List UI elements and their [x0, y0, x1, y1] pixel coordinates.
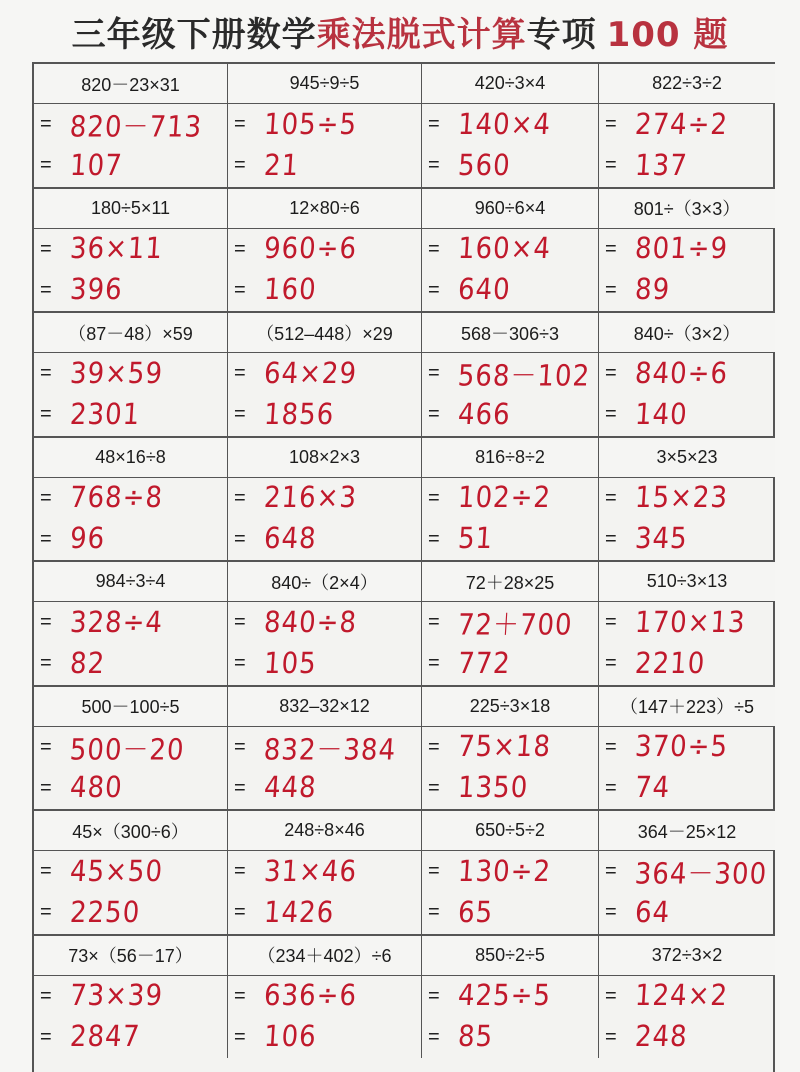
handwritten-answer: 2250: [68, 895, 142, 930]
problem-question: 72＋28×25: [422, 562, 598, 602]
problem-cell: [422, 560, 599, 685]
equals-sign: =: [605, 776, 617, 799]
problem-cell: [34, 187, 228, 312]
title-topic: 乘法脱式计算: [316, 14, 527, 55]
equals-sign: =: [428, 776, 440, 799]
equals-sign: =: [234, 527, 246, 550]
step-line: [599, 229, 775, 270]
handwritten-step: 73×39: [68, 979, 165, 1013]
problem-cell: [422, 436, 599, 561]
handwritten-answer: 396: [68, 273, 124, 307]
handwritten-step: 45×50: [68, 854, 165, 889]
answer-line: [228, 892, 421, 933]
handwritten-answer: 2301: [68, 397, 142, 432]
equals-sign: =: [605, 984, 617, 1007]
step-line: [422, 976, 598, 1017]
handwritten-answer: 51: [456, 522, 495, 556]
handwritten-step: 31×46: [262, 854, 359, 889]
equals-sign: =: [428, 527, 440, 550]
step-line: [599, 602, 775, 643]
handwritten-answer: 480: [68, 771, 124, 805]
problem-cell: [599, 560, 775, 685]
problem-cell: [228, 436, 422, 561]
problem-question: 73×（56－17）: [34, 936, 227, 976]
answer-line: [422, 1017, 598, 1058]
handwritten-step: 170×13: [633, 605, 747, 640]
handwritten-answer: 1350: [456, 771, 530, 805]
step-line: [422, 229, 598, 270]
equals-sign: =: [40, 403, 52, 425]
equals-sign: =: [428, 984, 440, 1007]
step-line: [34, 976, 227, 1017]
step-line: [228, 976, 421, 1017]
answer-line: [34, 1017, 227, 1058]
step-line: [34, 602, 227, 643]
problem-question: （147＋223）÷5: [599, 687, 775, 727]
equals-sign: =: [40, 652, 52, 674]
problem-cell: [228, 809, 422, 934]
problem-question: 801÷（3×3）: [599, 189, 775, 229]
handwritten-answer: 648: [262, 522, 318, 556]
equals-sign: =: [40, 735, 52, 758]
equals-sign: =: [428, 735, 440, 758]
equals-sign: =: [605, 486, 617, 509]
equals-sign: =: [234, 652, 246, 674]
equals-sign: =: [234, 237, 246, 260]
equals-sign: =: [234, 735, 246, 758]
step-line: [228, 602, 421, 643]
handwritten-answer: 345: [633, 522, 689, 556]
equals-sign: =: [234, 776, 246, 799]
handwritten-step: 370÷5: [633, 730, 730, 764]
problem-cell: [34, 311, 228, 436]
handwritten-answer: 772: [456, 646, 512, 681]
problem-question: 820－23×31: [34, 64, 227, 104]
handwritten-answer: 560: [456, 148, 512, 183]
equals-sign: =: [428, 362, 440, 384]
step-line: [228, 727, 421, 768]
problem-cell: [422, 62, 599, 187]
step-line: [422, 478, 598, 519]
answer-line: [422, 519, 598, 560]
equals-sign: =: [605, 527, 617, 550]
answer-line: [228, 394, 421, 435]
handwritten-answer: 89: [633, 273, 672, 307]
step-line: [599, 478, 775, 519]
handwritten-step: 130÷2: [456, 854, 553, 889]
answer-line: [228, 768, 421, 809]
answer-line: [34, 892, 227, 933]
equals-sign: =: [234, 860, 246, 882]
problem-question: 960÷6×4: [422, 189, 598, 229]
equals-sign: =: [40, 1025, 52, 1048]
handwritten-answer: 21: [262, 148, 301, 183]
answer-line: [422, 643, 598, 684]
handwritten-answer: 2210: [633, 646, 707, 681]
handwritten-step: 216×3: [262, 481, 359, 515]
problem-question: （234＋402）÷6: [228, 936, 421, 976]
problem-cell: [34, 685, 228, 810]
answer-line: [599, 643, 775, 684]
problem-cell: [599, 436, 775, 561]
equals-sign: =: [428, 113, 440, 135]
problem-cell: [599, 311, 775, 436]
problem-question: 180÷5×11: [34, 189, 227, 229]
problem-question: 832–32×12: [228, 687, 421, 727]
answer-line: [422, 394, 598, 435]
problem-cell: [228, 685, 422, 810]
handwritten-answer: 107: [68, 148, 124, 183]
handwritten-step: 36×11: [68, 232, 165, 266]
equals-sign: =: [605, 278, 617, 301]
equals-sign: =: [40, 527, 52, 550]
step-line: [599, 353, 775, 394]
handwritten-step: 274÷2: [633, 107, 730, 142]
problem-question: 822÷3÷2: [599, 64, 775, 104]
equals-sign: =: [40, 984, 52, 1007]
handwritten-step: 124×2: [633, 979, 730, 1013]
step-line: [228, 478, 421, 519]
equals-sign: =: [428, 611, 440, 633]
problem-cell: [34, 62, 228, 187]
equals-sign: =: [605, 113, 617, 135]
handwritten-step: 820－713: [68, 110, 204, 145]
equals-sign: =: [40, 611, 52, 633]
handwritten-step: 102÷2: [456, 481, 553, 515]
problem-cell: [228, 62, 422, 187]
equals-sign: =: [234, 984, 246, 1007]
equals-sign: =: [40, 901, 52, 923]
step-line: [34, 727, 227, 768]
problem-cell: [34, 560, 228, 685]
handwritten-step: 140×4: [456, 107, 553, 142]
equals-sign: =: [234, 901, 246, 923]
step-line: [228, 851, 421, 892]
title-special: 专项: [526, 14, 597, 55]
equals-sign: =: [428, 237, 440, 260]
handwritten-answer: 160: [262, 273, 318, 307]
step-line: [422, 727, 598, 768]
answer-line: [599, 768, 775, 809]
step-line: [599, 851, 775, 892]
equals-sign: =: [428, 154, 440, 176]
step-line: [422, 602, 598, 643]
answer-line: [599, 145, 775, 186]
handwritten-step: 840÷6: [633, 356, 730, 391]
problem-question: 510÷3×13: [599, 562, 775, 602]
handwritten-answer: 137: [633, 148, 689, 183]
problem-question: 840÷（2×4）: [228, 562, 421, 602]
problem-cell: [228, 934, 422, 1059]
problem-question: 225÷3×18: [422, 687, 598, 727]
problem-question: 568－306÷3: [422, 313, 598, 353]
handwritten-answer: 1426: [262, 895, 336, 930]
answer-line: [34, 643, 227, 684]
title-count: 100 题: [606, 14, 729, 55]
problem-cell: [228, 187, 422, 312]
answer-line: [228, 270, 421, 311]
handwritten-step: 425÷5: [456, 979, 553, 1013]
handwritten-answer: 64: [633, 895, 672, 930]
handwritten-step: 840÷8: [262, 605, 359, 640]
problem-question: 364－25×12: [599, 811, 775, 851]
step-line: [34, 478, 227, 519]
equals-sign: =: [40, 860, 52, 882]
answer-line: [422, 145, 598, 186]
handwritten-step: 39×59: [68, 356, 165, 391]
equals-sign: =: [605, 901, 617, 923]
equals-sign: =: [605, 860, 617, 882]
problem-cell: [422, 809, 599, 934]
step-line: [422, 353, 598, 394]
problem-cell: [422, 187, 599, 312]
equals-sign: =: [428, 278, 440, 301]
problem-question: 500－100÷5: [34, 687, 227, 727]
equals-sign: =: [234, 154, 246, 176]
step-line: [422, 104, 598, 145]
equals-sign: =: [605, 237, 617, 260]
handwritten-step: 15×23: [633, 481, 730, 515]
equals-sign: =: [605, 154, 617, 176]
handwritten-answer: 248: [633, 1020, 689, 1054]
equals-sign: =: [605, 611, 617, 633]
answer-line: [599, 519, 775, 560]
handwritten-answer: 65: [456, 895, 495, 930]
handwritten-answer: 2847: [68, 1020, 142, 1054]
answer-line: [228, 1017, 421, 1058]
equals-sign: =: [234, 113, 246, 135]
handwritten-answer: 140: [633, 397, 689, 432]
problem-cell: [422, 311, 599, 436]
answer-line: [228, 145, 421, 186]
equals-sign: =: [234, 362, 246, 384]
problem-cell: [599, 62, 775, 187]
problem-cell: [34, 809, 228, 934]
answer-line: [34, 394, 227, 435]
step-line: [34, 851, 227, 892]
title-grade: 三年级下册数学: [71, 14, 317, 55]
problem-cell: [228, 311, 422, 436]
equals-sign: =: [605, 735, 617, 758]
equals-sign: =: [428, 860, 440, 882]
step-line: [599, 104, 775, 145]
problem-question: 248÷8×46: [228, 811, 421, 851]
handwritten-answer: 96: [68, 522, 107, 556]
handwritten-answer: 82: [68, 646, 107, 681]
equals-sign: =: [40, 113, 52, 135]
handwritten-step: 75×18: [456, 730, 553, 764]
problem-question: （512–448）×29: [228, 313, 421, 353]
equals-sign: =: [234, 611, 246, 633]
problem-cell: [422, 934, 599, 1059]
handwritten-answer: 1856: [262, 397, 336, 432]
step-line: [34, 229, 227, 270]
handwritten-answer: 85: [456, 1020, 495, 1054]
equals-sign: =: [605, 652, 617, 674]
equals-sign: =: [428, 652, 440, 674]
answer-line: [599, 270, 775, 311]
problem-cell: [599, 809, 775, 934]
step-line: [422, 851, 598, 892]
equals-sign: =: [40, 237, 52, 260]
problem-question: 984÷3÷4: [34, 562, 227, 602]
handwritten-step: 64×29: [262, 356, 359, 391]
equals-sign: =: [234, 1025, 246, 1048]
handwritten-answer: 106: [262, 1020, 318, 1054]
problem-question: 816÷8÷2: [422, 438, 598, 478]
handwritten-step: 801÷9: [633, 232, 730, 266]
answer-line: [599, 1017, 775, 1058]
handwritten-step: 568－102: [456, 359, 592, 394]
equals-sign: =: [40, 362, 52, 384]
problem-cell: [228, 560, 422, 685]
handwritten-step: 72＋700: [456, 608, 574, 643]
problem-cell: [599, 187, 775, 312]
step-line: [228, 104, 421, 145]
answer-line: [422, 270, 598, 311]
handwritten-answer: 448: [262, 771, 318, 805]
problem-question: 420÷3×4: [422, 64, 598, 104]
answer-line: [422, 892, 598, 933]
answer-line: [599, 394, 775, 435]
handwritten-answer: 466: [456, 397, 512, 432]
handwritten-step: 105÷5: [262, 107, 359, 142]
equals-sign: =: [40, 278, 52, 301]
problem-question: 650÷5÷2: [422, 811, 598, 851]
answer-line: [228, 519, 421, 560]
equals-sign: =: [428, 1025, 440, 1048]
problem-question: 945÷9÷5: [228, 64, 421, 104]
problem-cell: [599, 934, 775, 1059]
handwritten-step: 636÷6: [262, 979, 359, 1013]
equals-sign: =: [428, 403, 440, 425]
problem-cell: [34, 436, 228, 561]
answer-line: [34, 145, 227, 186]
answer-line: [422, 768, 598, 809]
equals-sign: =: [428, 486, 440, 509]
problem-question: 3×5×23: [599, 438, 775, 478]
step-line: [228, 353, 421, 394]
problem-question: （87－48）×59: [34, 313, 227, 353]
problem-grid: [32, 62, 775, 1072]
answer-line: [599, 892, 775, 933]
handwritten-step: 768÷8: [68, 481, 165, 515]
step-line: [228, 229, 421, 270]
problem-question: 45×（300÷6）: [34, 811, 227, 851]
answer-line: [34, 270, 227, 311]
problem-question: 108×2×3: [228, 438, 421, 478]
problem-cell: [422, 685, 599, 810]
equals-sign: =: [605, 403, 617, 425]
handwritten-answer: 105: [262, 646, 318, 681]
step-line: [599, 976, 775, 1017]
handwritten-step: 364－300: [633, 857, 769, 892]
step-line: [599, 727, 775, 768]
handwritten-step: 960÷6: [262, 232, 359, 266]
equals-sign: =: [234, 486, 246, 509]
problem-cell: [599, 685, 775, 810]
problem-question: 850÷2÷5: [422, 936, 598, 976]
page-title: [0, 0, 800, 62]
equals-sign: =: [40, 154, 52, 176]
problem-question: 12×80÷6: [228, 189, 421, 229]
handwritten-step: 832－384: [262, 733, 398, 767]
handwritten-step: 160×4: [456, 232, 553, 266]
equals-sign: =: [234, 403, 246, 425]
answer-line: [34, 768, 227, 809]
equals-sign: =: [40, 776, 52, 799]
problem-cell: [34, 934, 228, 1059]
equals-sign: =: [605, 362, 617, 384]
problem-question: 372÷3×2: [599, 936, 775, 976]
equals-sign: =: [605, 1025, 617, 1048]
handwritten-step: 500－20: [68, 733, 186, 767]
equals-sign: =: [234, 278, 246, 301]
handwritten-step: 328÷4: [68, 605, 165, 640]
answer-line: [228, 643, 421, 684]
problem-question: 840÷（3×2）: [599, 313, 775, 353]
step-line: [34, 104, 227, 145]
equals-sign: =: [428, 901, 440, 923]
equals-sign: =: [40, 486, 52, 509]
handwritten-answer: 640: [456, 273, 512, 307]
answer-line: [34, 519, 227, 560]
step-line: [34, 353, 227, 394]
problem-question: 48×16÷8: [34, 438, 227, 478]
handwritten-answer: 74: [633, 771, 672, 805]
